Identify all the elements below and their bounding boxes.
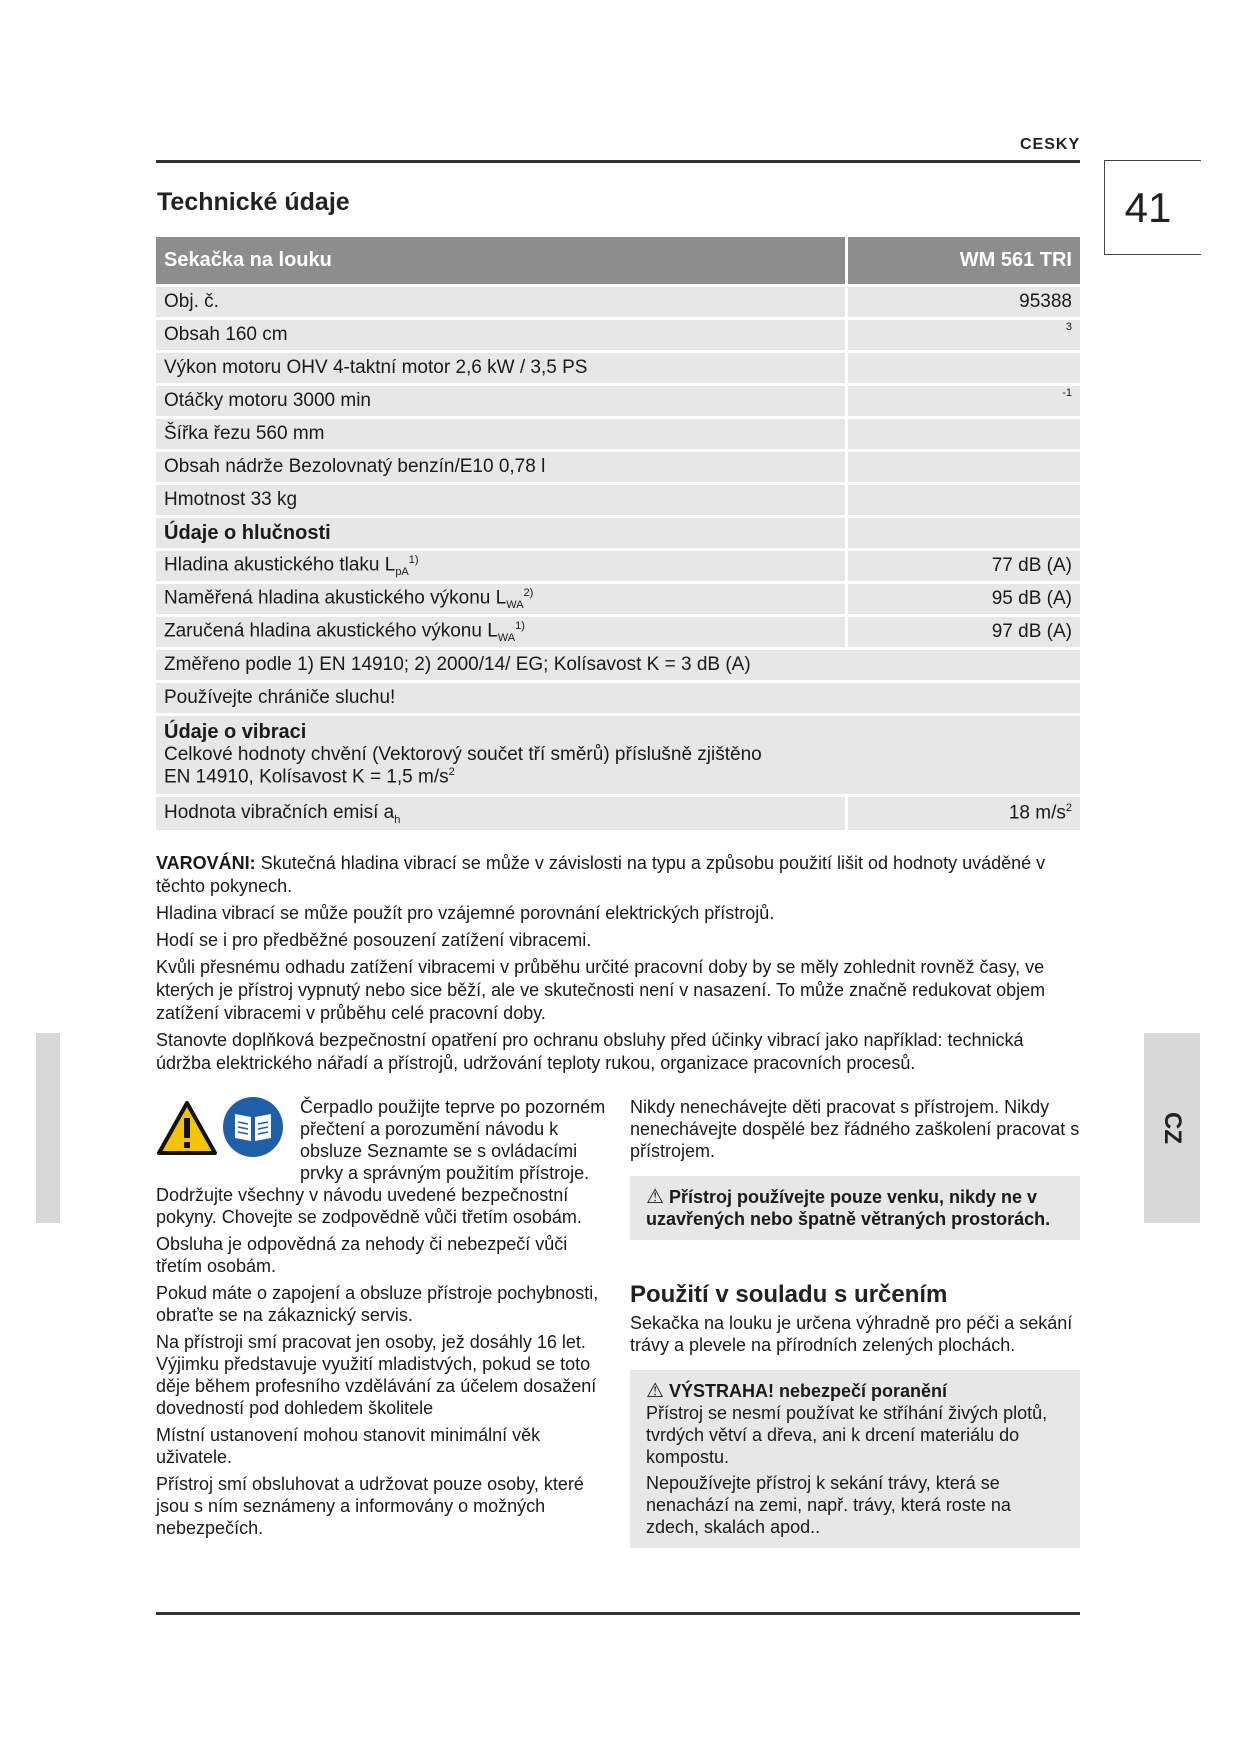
right-column (630, 1096, 1080, 1548)
right-p1: Nikdy nenechávejte děti pracovat s přístrojem. Nikdy nenechávejte dospělé bez řádného zaškolení pracovat s přístrojem. (630, 1097, 1080, 1161)
lpa-sup: 1) (408, 553, 419, 566)
table-row (156, 287, 1080, 320)
row-label: Šířka řezu 560 mm (156, 419, 845, 452)
table-row (156, 452, 1080, 485)
table-header-row (156, 237, 1080, 287)
left-column (156, 1096, 606, 1544)
table-head-label: Sekačka na louku (156, 237, 845, 287)
lwa-meas-label: Naměřená hladina akustického výkonu L (164, 587, 507, 609)
lwa-meas-sub: WA (506, 599, 524, 612)
row-value (845, 353, 1080, 386)
page-number: 41 (1124, 183, 1172, 231)
row-label: Obsah 160 cm (156, 320, 845, 353)
measured-note: Změřeno podle 1) EN 14910; 2) 2000/14/ EG; Kolísavost K = 3 dB (A) (156, 650, 1080, 683)
vibration-block (156, 716, 1080, 797)
row-value (845, 320, 1080, 353)
side-tab-label: CZ (1159, 1112, 1186, 1144)
table-row (156, 584, 1080, 617)
outdoor-notice-text: Přístroj používejte pouze venku, nikdy ne v uzavřených nebo špatně větraných prostorách. (646, 1187, 1051, 1229)
table-row (156, 320, 1080, 353)
section-title: Technické údaje (157, 188, 350, 216)
language-side-tab (1144, 1033, 1200, 1223)
read-manual-icon (222, 1096, 284, 1158)
row-value (845, 518, 1080, 551)
row-label: Výkon motoru OHV 4-taktní motor 2,6 kW / 3,5 PS (156, 353, 845, 386)
row-value (845, 797, 1080, 833)
row-label (156, 797, 845, 833)
table-row (156, 683, 1080, 716)
table-row (156, 617, 1080, 650)
left-p1: Čerpadlo použijte teprve po pozorném přečtení a porozumění návodu k obsluze Seznamte se s ovládacími prvky a správným použitím přístroje. Dodržujte všechny v návodu uvedené bezpečnostní pokyny. Chovejte se zodpovědně vůči třetím osobám. (156, 1097, 606, 1227)
row-label (156, 584, 845, 617)
vibration-header: Údaje o vibraci (164, 721, 307, 744)
ear-protection-note: Používejte chrániče sluchu! (156, 683, 1080, 716)
row-sup: 3 (1065, 321, 1072, 333)
table-row (156, 650, 1080, 683)
warning-p5: Stanovte doplňková bezpečnostní opatření pro ochranu obsluhy před účinky vibrací jako například: technická údržba elektrického nářadí a přístrojů, udržování teploty rukou, organizace pracovních procesů. (156, 1030, 1024, 1073)
lwa-guar-sup: 1) (515, 619, 525, 632)
vibration-text-2-sup: 2 (448, 766, 455, 779)
tech-data-table (156, 237, 1080, 833)
left-p4: Na přístroji smí pracovat jen osoby, jež dosáhly 16 let. Výjimku představuje využití mladistvých, pokud se toto děje během profesního vzdělávání za účelem dosažení dovedností pod dohledem školitele (156, 1332, 597, 1418)
warning-p3: Hodí se i pro předběžné posouzení zatížení vibracemi. (156, 930, 592, 950)
vib-emis-val: 18 m/s (1008, 802, 1066, 824)
row-label (156, 551, 845, 584)
row-label (156, 617, 845, 650)
warning-p1-text: Skutečná hladina vibrací se může v závislosti na typu a způsobu použití lišit od hodnoty uváděné v těchto pokynech. (156, 853, 1046, 896)
icon-group (156, 1096, 290, 1166)
vibration-text-2-main: EN 14910, Kolísavost K = 1,5 m/s (164, 766, 449, 788)
row-value: 95388 (845, 287, 1080, 320)
side-bar-left (36, 1033, 60, 1223)
table-row (156, 716, 1080, 797)
warning-block (156, 852, 1080, 1079)
warning-small-icon: ⚠ (646, 1186, 664, 1208)
warning-label: VAROVÁNI: (156, 853, 256, 873)
left-p2: Obsluha je odpovědná za nehody či nebezpečí vůči třetím osobám. (156, 1234, 568, 1276)
row-value: 97 dB (A) (845, 617, 1080, 650)
left-p5: Místní ustanovení mohou stanovit minimální věk uživatele. (156, 1425, 541, 1467)
left-p6: Přístroj smí obsluhovat a udržovat pouze osoby, které jsou s ním seznámeny a informovány o možných nebezpečích. (156, 1474, 584, 1538)
lpa-sub: pA (395, 566, 409, 579)
table-row (156, 353, 1080, 386)
table-row (156, 419, 1080, 452)
row-label: Obsah nádrže Bezolovnatý benzín/E10 0,78 l (156, 452, 845, 485)
injury-warning-p2: Nepoužívejte přístroj k sekání trávy, která se nenachází na zemi, např. trávy, která roste na zdech, skalách apod.. (646, 1473, 1011, 1537)
noise-header: Údaje o hlučnosti (156, 518, 845, 551)
bottom-rule (156, 1612, 1080, 1615)
vib-emis-label: Hodnota vibračních emisí a (164, 801, 395, 823)
table-row (156, 485, 1080, 518)
lwa-meas-sup: 2) (523, 586, 534, 599)
warning-small-icon: ⚠ (646, 1380, 664, 1402)
table-row (156, 518, 1080, 551)
intended-use-title: Použití v souladu s určením (630, 1281, 948, 1308)
vibration-text-2 (164, 766, 1072, 788)
row-label: Hmotnost 33 kg (156, 485, 845, 518)
lwa-guar-label: Zaručená hladina akustického výkonu L (164, 620, 498, 642)
row-value: 95 dB (A) (845, 584, 1080, 617)
table-row (156, 797, 1080, 833)
page-number-box (1104, 160, 1201, 255)
vib-emis-sup: 2 (1065, 802, 1072, 815)
warning-p2: Hladina vibrací se může použít pro vzájemné porovnání elektrických přístrojů. (156, 903, 775, 923)
language-label: CESKY (1020, 136, 1081, 153)
row-value (845, 452, 1080, 485)
table-head-model: WM 561 TRI (845, 237, 1080, 287)
warning-triangle-icon (156, 1100, 218, 1156)
outdoor-notice-box (630, 1176, 1080, 1240)
injury-warning-box (630, 1370, 1080, 1548)
left-p3: Pokud máte o zapojení a obsluze přístroje pochybnosti, obraťte se na zákaznický servis. (156, 1283, 599, 1325)
row-label: Otáčky motoru 3000 min (156, 386, 845, 419)
row-value: 77 dB (A) (845, 551, 1080, 584)
warning-p1 (156, 852, 1080, 898)
row-value (845, 485, 1080, 518)
lwa-guar-sub: WA (497, 632, 516, 645)
vib-emis-sub: h (394, 813, 401, 826)
lpa-label: Hladina akustického tlaku L (164, 554, 396, 576)
vibration-text-1: Celkové hodnoty chvění (Vektorový součet tří směrů) příslušně zjištěno (164, 744, 762, 766)
row-value (845, 419, 1080, 452)
injury-warning-header (646, 1380, 1064, 1402)
row-value (845, 386, 1080, 419)
warning-p4: Kvůli přesnému odhadu zatížení vibracemi v průběhu určité pracovní doby by se měly zohlednit rovněž časy, ve kterých je přístroj vypnutý nebo sice běží, ale ve skutečnosti není v nasazení. To může značně redukovat objem zatížení vibracemi v průběhu celé pracovní doby. (156, 957, 1046, 1023)
top-rule (156, 160, 1080, 163)
intended-use-text: Sekačka na louku je určena výhradně pro péči a sekání trávy a plevele na přírodních zelených plochách. (630, 1313, 1073, 1355)
row-sup: -1 (1062, 387, 1072, 399)
row-label: Obj. č. (156, 287, 845, 320)
injury-warning-p1: Přístroj se nesmí používat ke stříhání živých plotů, tvrdých větví a dřeva, ani k drcení materiálu do kompostu. (646, 1403, 1048, 1467)
injury-warning-title: VÝSTRAHA! nebezpečí poranění (668, 1381, 947, 1401)
table-row (156, 386, 1080, 419)
table-row (156, 551, 1080, 584)
